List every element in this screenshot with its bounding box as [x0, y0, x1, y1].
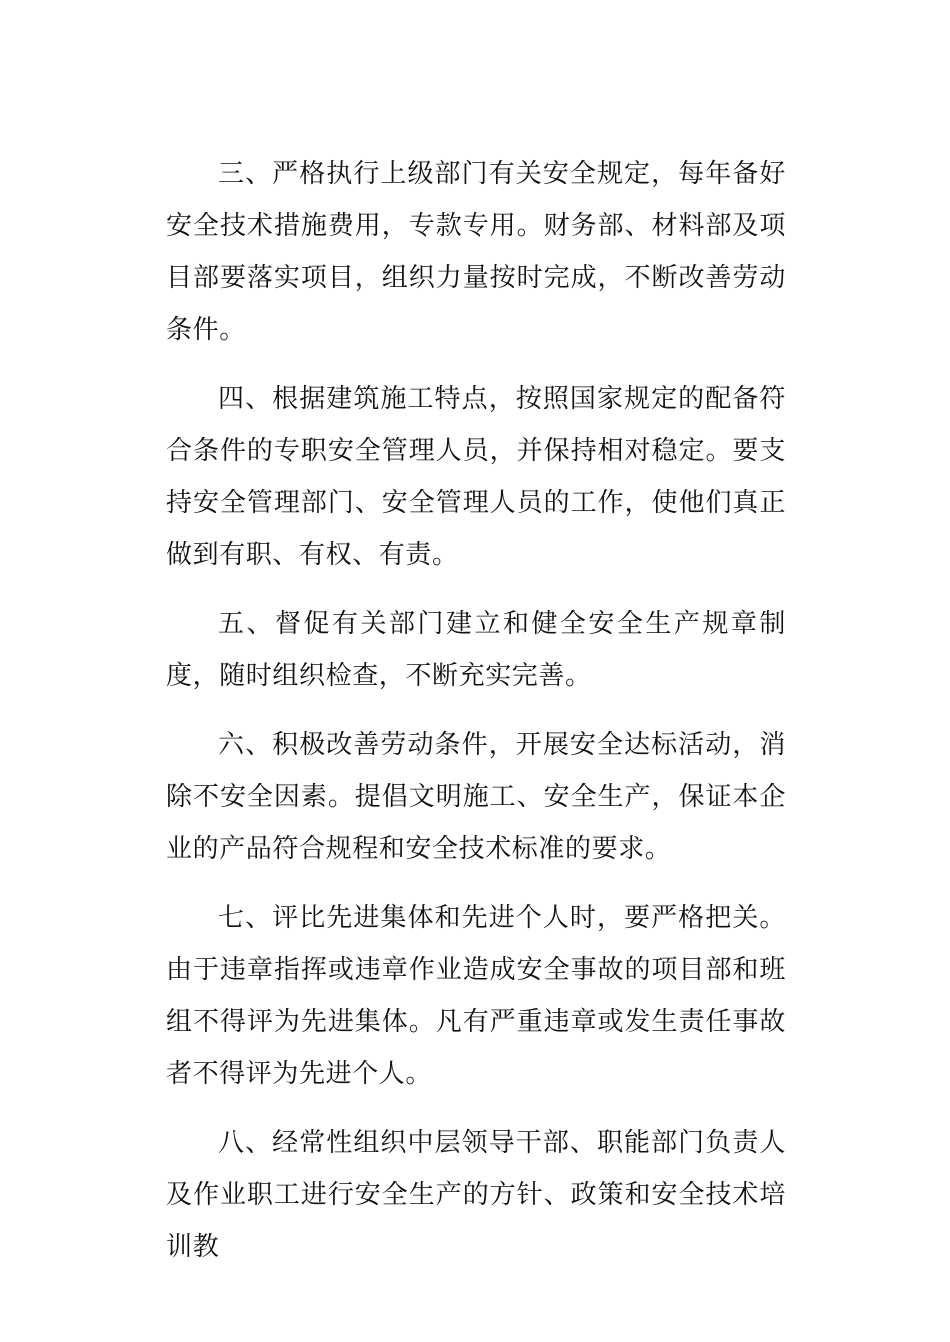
paragraph-item-3: 三、严格执行上级部门有关安全规定，每年备好安全技术措施费用，专款专用。财务部、材料部及项目部要落实项目，组织力量按时完成，不断改善劳动条件。 [166, 159, 786, 345]
paragraph-item-7: 七、评比先进集体和先进个人时，要严格把关。由于违章指挥或违章作业造成安全事故的项目部和班组不得评为先进集体。凡有严重违章或发生责任事故者不得评为先进个人。 [166, 903, 786, 1089]
paragraph-item-5: 五、督促有关部门建立和健全安全生产规章制度，随时组织检查，不断充实完善。 [166, 609, 786, 691]
paragraph-item-4: 四、根据建筑施工特点，按照国家规定的配备符合条件的专职安全管理人员，并保持相对稳定。要支持安全管理部门、安全管理人员的工作，使他们真正做到有职、有权、有责。 [166, 384, 786, 570]
paragraph-item-8: 八、经常性组织中层领导干部、职能部门负责人及作业职工进行安全生产的方针、政策和安全技术培训教 [166, 1128, 786, 1262]
paragraph-item-6: 六、积极改善劳动条件，开展安全达标活动，消除不安全因素。提倡文明施工、安全生产，保证本企业的产品符合规程和安全技术标准的要求。 [166, 730, 786, 864]
document-body [166, 148, 786, 1290]
